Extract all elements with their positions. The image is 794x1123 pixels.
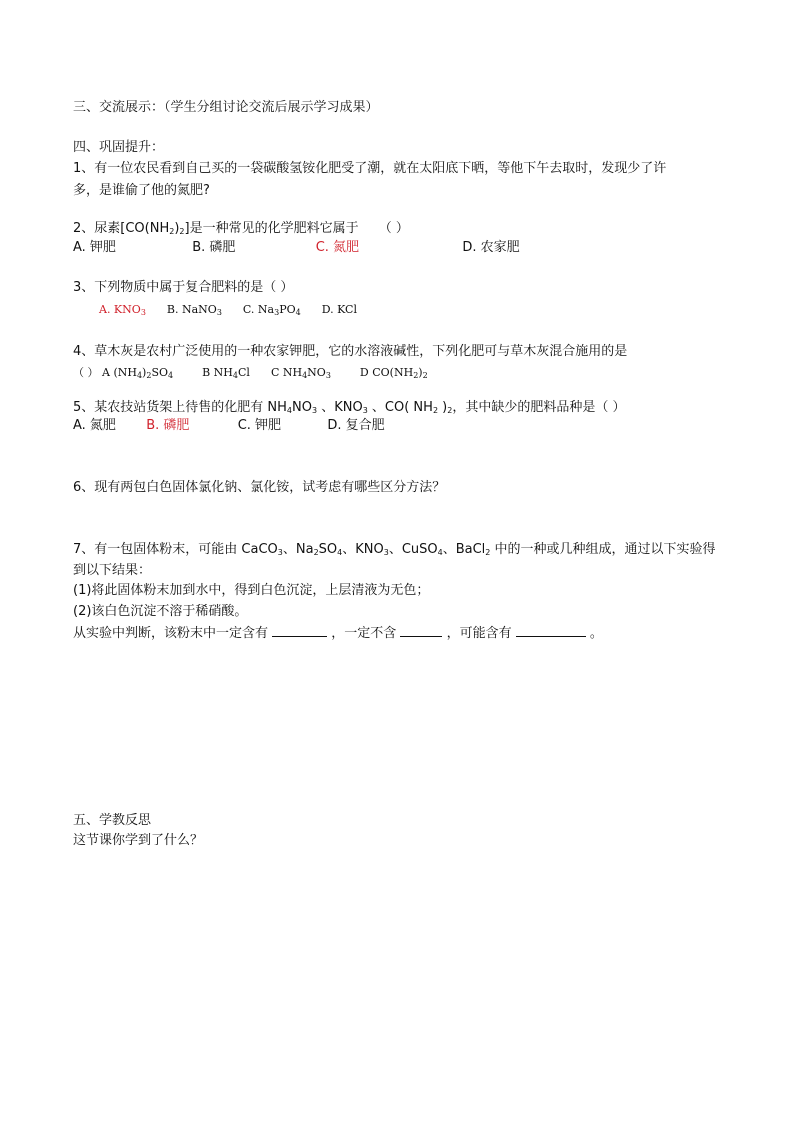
section-5-prompt: 这节课你学到了什么？ bbox=[73, 833, 204, 848]
q2-options bbox=[73, 239, 520, 257]
q5-option-d: D. 复合肥 bbox=[327, 418, 385, 433]
q2-suffix: ) bbox=[174, 221, 180, 236]
q3-option-b: B. NaNO$_3$ bbox=[166, 303, 222, 317]
q2-stem-rest: ]是一种常见的化学肥料它属于 bbox=[184, 221, 359, 236]
blank-may-contain[interactable] bbox=[516, 624, 586, 637]
q4-options bbox=[73, 364, 428, 382]
q7-line3: (1)将此固体粉末加到水中，得到白色沉淀，上层清液为无色； bbox=[73, 583, 430, 598]
blank-must-not-contain[interactable] bbox=[400, 624, 442, 637]
section-4-heading: 四、巩固提升： bbox=[73, 140, 165, 155]
q2-paren: （ ） bbox=[378, 221, 409, 236]
q6-text: 6、现有两包白色固体氯化钠、氯化铵，试考虑有哪些区分方法？ bbox=[73, 480, 446, 495]
q3-option-a: A. $KNO_3$ bbox=[99, 303, 146, 317]
q2-stem bbox=[73, 220, 409, 238]
q1-line1: 1、有一位农民看到自己买的一袋碳酸氢铵化肥受了潮，就在太阳底下晒，等他下午去取时，发现少了许 bbox=[73, 161, 667, 176]
q4-option-c: C $NH_4NO_3$ bbox=[270, 366, 331, 380]
q3-option-c: C. $Na_3PO_4$ bbox=[242, 303, 301, 317]
q4-option-b: B $NH_4Cl$ bbox=[202, 366, 250, 380]
q2-sub: 2 bbox=[169, 227, 175, 236]
q7-line1: 7、有一包固体粉末，可能由 CaCO$_3$、$Na_2SO_4$、$KNO_3$、CuSO$_4$、BaCl$_2$ 中的一种或几种组成，通过以下实验得 bbox=[73, 542, 716, 557]
q7-line4: (2)该白色沉淀不溶于稀硝酸。 bbox=[73, 604, 248, 619]
q4-option-a: A $(NH_4)_2SO_4$ bbox=[102, 366, 174, 380]
q4-paren: （ ） bbox=[73, 366, 99, 379]
q2-option-a: A. 钾肥 bbox=[73, 240, 116, 255]
q2-option-d: D. 农家肥 bbox=[462, 240, 520, 255]
q7-conclusion: 从实验中判断，该粉末中一定含有 ，一定不含 ，可能含有 。 bbox=[73, 626, 603, 641]
q4-stem: 4、草木灰是农村广泛使用的一种农家钾肥，它的水溶液碱性，下列化肥可与草木灰混合施用的是 bbox=[73, 344, 628, 359]
q5-option-c: C. 钾肥 bbox=[237, 418, 282, 433]
q5-options bbox=[73, 417, 385, 435]
q2-stem-prefix: 2、尿素[CO(NH bbox=[73, 221, 170, 236]
q5-option-a: A. 氮肥 bbox=[73, 418, 116, 433]
q2-option-b: B. 磷肥 bbox=[192, 240, 236, 255]
q3-stem: 3、下列物质中属于复合肥料的是（ ） bbox=[73, 280, 294, 295]
section-3-heading: 三、交流展示：（学生分组讨论交流后展示学习成果） bbox=[73, 100, 379, 115]
q2-sub2: 2 bbox=[179, 227, 185, 236]
blank-must-contain[interactable] bbox=[272, 624, 327, 637]
q7-line2: 到以下结果： bbox=[73, 563, 152, 578]
q3-options bbox=[99, 301, 357, 319]
section-5-heading: 五、学教反思 bbox=[73, 813, 152, 828]
q5-stem: 5、某农技站货架上待售的化肥有 $NH_4NO_3$ 、$KNO_3$ 、CO( $NH_2$ )$_2$，其中缺少的肥料品种是（ ） bbox=[73, 400, 626, 415]
q2-option-c: C. 氮肥 bbox=[315, 240, 360, 255]
q4-option-d: D $CO(NH_2)_2$ bbox=[359, 366, 428, 380]
q5-option-b: B. 磷肥 bbox=[146, 418, 190, 433]
q1-line2: 多，是谁偷了他的氮肥? bbox=[73, 183, 210, 198]
q3-option-d: D. KCl bbox=[321, 303, 357, 316]
